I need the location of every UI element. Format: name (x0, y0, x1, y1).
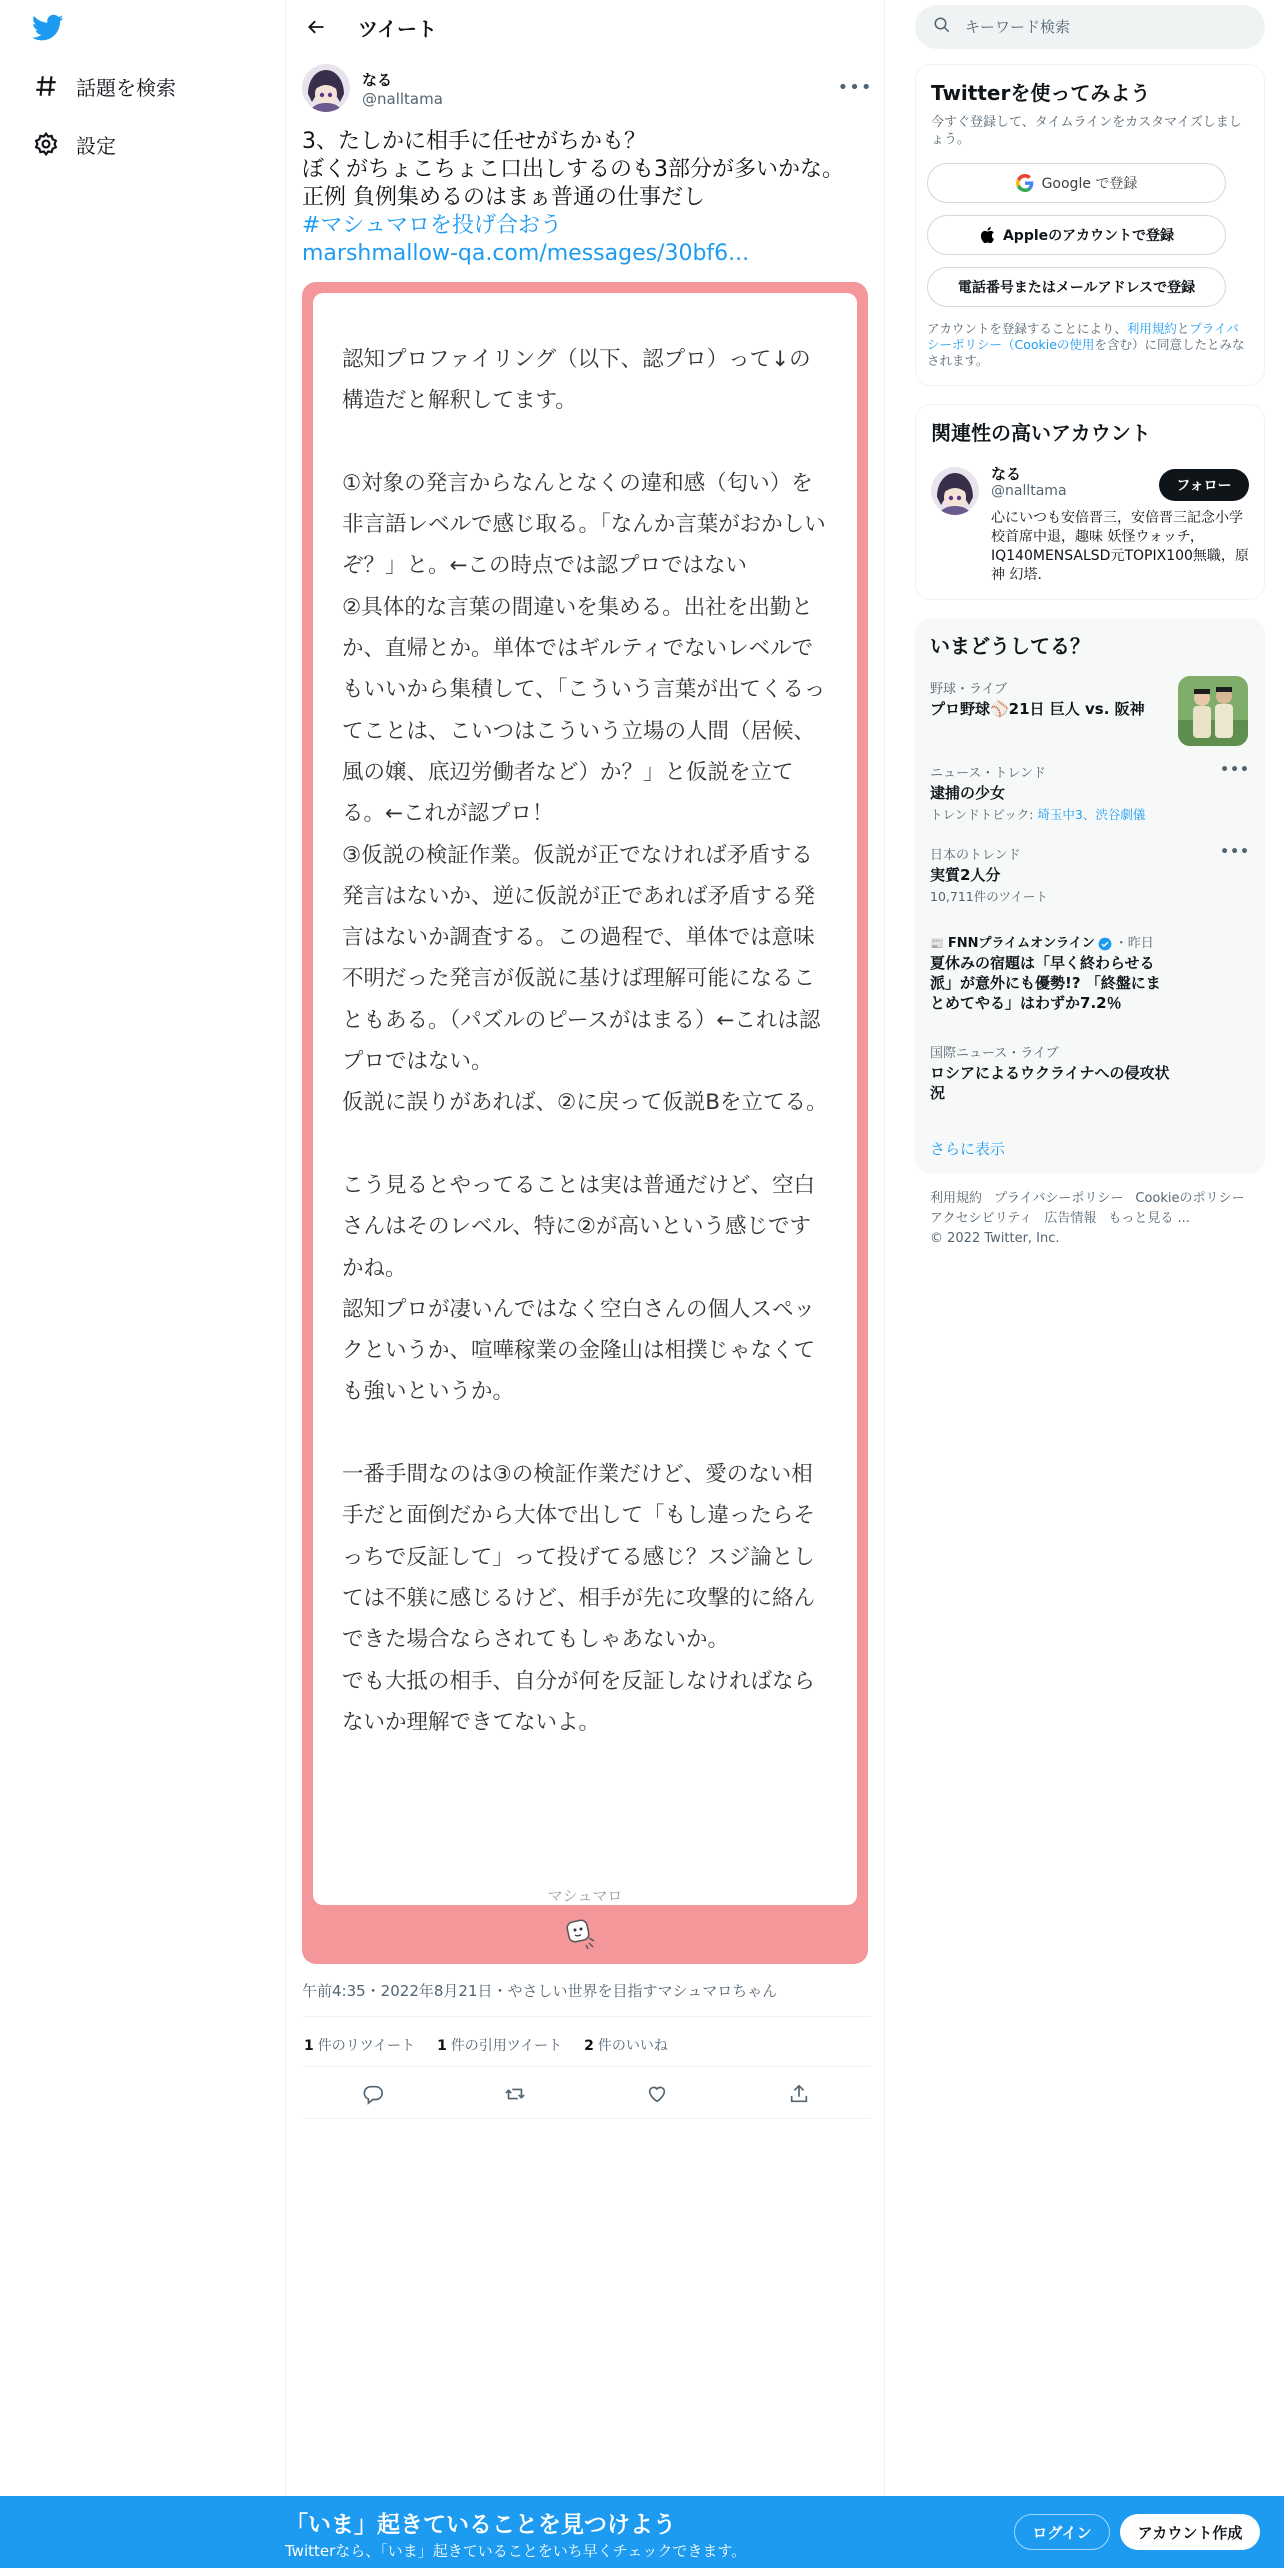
tweet-timestamp[interactable]: 午前4:35・2022年8月21日・やさしい世界を目指すマシュマロちゃん (302, 1982, 778, 2000)
tweet-author[interactable] (302, 64, 873, 112)
search-input[interactable] (965, 18, 1245, 36)
author-name[interactable]: なる (362, 70, 393, 89)
like-count[interactable] (584, 2035, 668, 2055)
card-text: 認知プロファイリング（以下、認プロ）って↓の構造だと解釈してます。 ①対象の発言からなんとなくの違和感（匂い）を非言語レベルで感じ取る。「なんか言葉がおかしいぞ？」と。←この時点では認プロではない ②具体的な言葉の間違いを集める。出社を出勤とか、直帰とか。単体ではギルティでないレベルでもいいから集積して、「こういう言葉が出てくるってことは、こいつはこういう立場の人間（居候、風の嬢、底辺労働者など）か？」と仮説を立てる。←これが認プロ！ ③仮説の検証作業。仮説が正でなければ矛盾する発言はないか、逆に仮説が正であれば矛盾する発言はないか調査する。この過程で、単体では意味不明だった発言が仮説に基けば理解可能になることもある。（パズルのピースがはまる）←これは認プロではない。 仮説に誤りがあれば、②に戻って仮説Bを立てる。 こう見るとやってることは実は普通だけど、空白さんはそのレベル、特に②が高いという感じですかね。 認知プロが凄いんではなく空白さんの個人スペックというか、喧嘩稼業の金隆山は相撲じゃなくても強いというか。 一番手間なのは③の検証作業だけど、愛のない相手だと面倒だから大体で出して「もし違ったらそっちで反証して」って投げてる感じ？スジ論としては不躾に感じるけど、相手が先に攻撃的に絡んできた場合ならされてもしゃあないか。 でも大抵の相手、自分が何を反証しなければならないか理解できてないよ。 (342, 347, 828, 1735)
hashtag-link[interactable]: #マシュマロを投げ合おう (302, 213, 562, 238)
trend-topic (930, 805, 1250, 823)
footer-link[interactable]: アクセシビリティ (930, 1211, 1033, 1226)
stat-count: 1 (304, 2038, 314, 2054)
divider (302, 2118, 870, 2119)
trend-title: 実質2人分 (930, 866, 1001, 884)
trend-item[interactable] (930, 762, 1250, 823)
page-title: ツイート (358, 16, 437, 41)
trend-title: プロ野球⚾21日 巨人 vs. 阪神 (930, 700, 1145, 718)
signup-title: Twitterを使ってみよう (931, 81, 1151, 105)
footer-links (930, 1189, 1260, 1249)
left-sidebar (0, 0, 285, 2496)
author-handle: @nalltama (362, 89, 443, 108)
terms-text: を含む）に同意したとみなされます。 (927, 337, 1245, 368)
card-content (313, 293, 857, 1905)
news-time: ・昨日 (1114, 936, 1154, 951)
trend-context: 野球・ライブ (930, 682, 1008, 697)
google-signup-label: Google で登録 (1041, 176, 1138, 192)
avatar[interactable] (931, 467, 979, 515)
create-account-button[interactable]: アカウント作成 (1120, 2514, 1260, 2550)
twitter-bird-icon[interactable] (32, 14, 64, 42)
search-icon (933, 16, 951, 38)
related-accounts-panel (915, 404, 1265, 600)
trend-topic-prefix: トレンドトピック: (930, 807, 1038, 822)
more-options-icon[interactable]: ••• (1220, 762, 1250, 778)
like-icon[interactable] (637, 2074, 677, 2114)
bottom-bar-title: 「いま」起きていることを見つけよう (285, 2512, 676, 2538)
signup-panel (915, 64, 1265, 386)
signup-subtitle: 今すぐ登録して、タイムラインをカスタマイズしましょう。 (931, 115, 1242, 147)
google-icon (1016, 174, 1034, 192)
bottom-bar-subtitle: Twitterなら、「いま」起きていることをいち早くチェックできます。 (285, 2542, 747, 2560)
phone-signup-label: 電話番号またはメールアドレスで登録 (957, 280, 1196, 296)
follow-button[interactable]: フォロー (1159, 469, 1249, 501)
back-arrow-icon[interactable] (298, 9, 334, 45)
trends-panel (915, 618, 1265, 1174)
divider (302, 2016, 870, 2017)
nav-item-explore[interactable] (30, 64, 176, 108)
trend-context: ニュース・トレンド (930, 766, 1047, 781)
stat-label: 件の引用ツイート (450, 2038, 563, 2054)
footer-link[interactable]: Cookieのポリシー (1135, 1191, 1245, 1206)
search-bar[interactable] (915, 5, 1265, 49)
card-brand: マシュマロ (547, 1887, 623, 1905)
signup-bottom-bar (0, 2496, 1284, 2568)
privacy-link[interactable]: プライバシーポリシー（Cookieの使用 (927, 321, 1239, 352)
trend-context: 日本のトレンド (930, 848, 1021, 863)
nav-item-label: 設定 (76, 133, 116, 158)
stat-label: 件のいいね (597, 2038, 668, 2054)
apple-icon (979, 226, 995, 244)
hashtag-icon (30, 70, 62, 102)
trend-item[interactable] (930, 932, 1250, 1013)
google-signup-button[interactable] (927, 163, 1226, 203)
news-source-name: FNNプライムオンライン (947, 936, 1095, 951)
stat-label: 件のリツイート (317, 2038, 416, 2054)
more-options-icon[interactable]: ••• (837, 76, 873, 98)
footer-link[interactable]: 利用規約 (930, 1191, 983, 1206)
terms-text: アカウントを登録することにより、 (927, 321, 1127, 336)
tweet-url-link[interactable]: marshmallow-qa.com/messages/30bf6... (302, 241, 750, 266)
news-source-icon: 📰 (930, 937, 944, 950)
related-account-bio: 心にいつも安倍晋三，安倍晋三記念小学校首席中退，趣味 妖怪ウォッチ，IQ140MENSALSD元TOPIX100無職，原神 幻塔． (991, 510, 1249, 583)
quote-count[interactable] (437, 2035, 562, 2055)
marshmallow-card[interactable] (302, 282, 868, 1964)
gear-icon (30, 128, 62, 160)
trends-title: いまどうしてる？ (930, 634, 1090, 658)
trend-item[interactable] (930, 1042, 1250, 1103)
tweet-stats (304, 2035, 690, 2055)
main-header (286, 0, 884, 54)
trend-context: 国際ニュース・ライブ (930, 1046, 1059, 1061)
trend-source (930, 932, 1250, 951)
reply-icon[interactable] (353, 2074, 393, 2114)
apple-signup-label: Appleのアカウントで登録 (1002, 228, 1175, 244)
trend-topic-link[interactable]: 埼玉中3、渋谷劇儀 (1037, 807, 1146, 822)
footer-link[interactable]: プライバシーポリシー (994, 1191, 1124, 1206)
terms-notice (927, 321, 1247, 369)
trend-thumbnail[interactable] (1178, 676, 1248, 746)
verified-badge-icon (1098, 937, 1112, 951)
footer-link[interactable]: もっと見る ... (1108, 1211, 1190, 1226)
show-more-link[interactable]: さらに表示 (930, 1140, 1006, 1158)
trend-tweet-count: 10,711件のツイート (930, 889, 1048, 904)
nav-item-settings[interactable] (30, 122, 116, 166)
terms-text: と (1176, 321, 1190, 336)
login-button[interactable]: ログイン (1014, 2514, 1110, 2550)
tweet-actions (302, 2074, 870, 2114)
phone-email-signup-button[interactable] (927, 267, 1226, 307)
trend-item[interactable] (930, 844, 1250, 905)
apple-signup-button[interactable] (927, 215, 1226, 255)
related-account-handle: @nalltama (991, 483, 1067, 499)
retweet-icon[interactable] (495, 2074, 535, 2114)
main-column (285, 0, 885, 2496)
marshmallow-logo-icon (561, 1914, 597, 1950)
divider (302, 2066, 870, 2067)
trend-title: 逮捕の少女 (930, 784, 1006, 802)
avatar[interactable] (302, 64, 350, 112)
related-title: 関連性の高いアカウント (931, 421, 1151, 445)
terms-link[interactable]: 利用規約 (1126, 321, 1177, 336)
share-icon[interactable] (779, 2074, 819, 2114)
stat-count: 1 (437, 2038, 447, 2054)
tweet-body: 3、たしかに相手に任せがちかも？ ぼくがちょこちょこ口出しするのも3部分が多いかな。正例 負例集めるのはまぁ普通の仕事だし (302, 129, 844, 210)
retweet-count[interactable] (304, 2035, 415, 2055)
tweet-text (302, 128, 862, 268)
nav-item-label: 話題を検索 (76, 75, 176, 100)
more-options-icon[interactable]: ••• (1220, 844, 1250, 860)
trend-title: ロシアによるウクライナへの侵攻状況 (930, 1064, 1170, 1102)
author-meta (362, 69, 443, 108)
trend-title: 夏休みの宿題は「早く終わらせる派」が意外にも優勢!? 「終盤にまとめてやる」はわずか7.2％ (930, 954, 1161, 1012)
stat-count: 2 (584, 2038, 594, 2054)
copyright: © 2022 Twitter, Inc. (930, 1231, 1060, 1246)
related-account-name[interactable]: なる (991, 465, 1022, 483)
footer-link[interactable]: 広告情報 (1044, 1211, 1097, 1226)
